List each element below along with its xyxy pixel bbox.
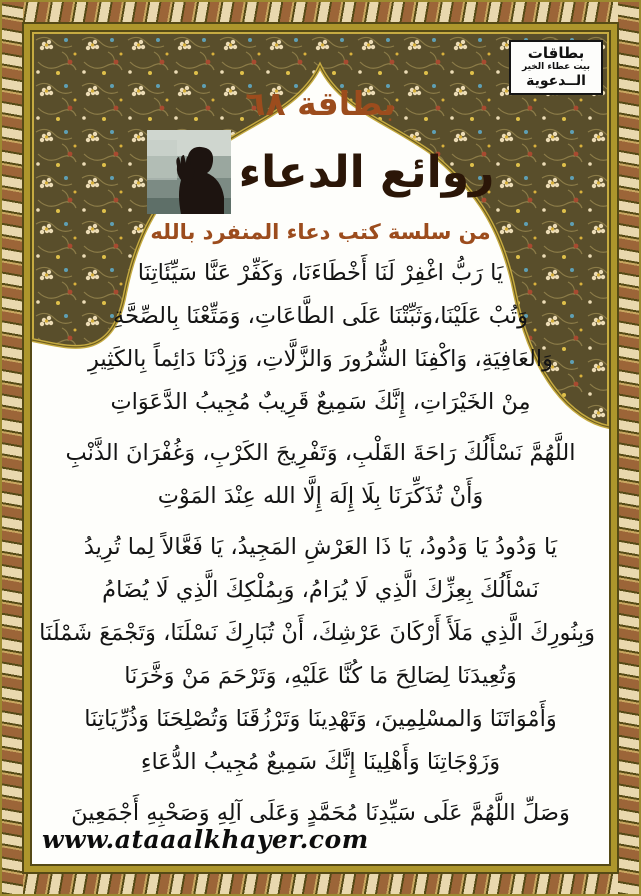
stamp-line-1: بطاقات bbox=[527, 44, 585, 62]
dua-line: نَسْأَلُكَ بِعِزِّكَ الَّذِي لَا يُرَامُ، وَبِمُلْكِكَ الَّذِي لَا يُضَامُ bbox=[102, 577, 539, 603]
braid-border-right bbox=[618, 2, 639, 894]
dua-line: وَتُبْ عَلَيْنَا،وَثَبِّتْنَا عَلَى الطَّاعَاتِ، وَمَتِّعْنَا بِالصِّحَّةِ bbox=[113, 303, 528, 329]
dua-line: يَا رَبُّ اغْفِرْ لَنَا أَخْطَاءَنَا، وَكَفِّرْ عَنَّا سَيِّئَاتِنَا bbox=[137, 260, 504, 286]
title-row bbox=[32, 128, 609, 216]
stamp-line-2: بيت عطاء الخير bbox=[522, 62, 590, 73]
dua-line: وَأَمْوَاتَنَا وَالمسْلِمِينَ، وَتَهْدِينَا وَتَرْزُقَنَا وَتُصْلِحَنَا وَذُرِّيَاتِنَا bbox=[84, 706, 557, 732]
website-url: www.ataaalkhayer.com bbox=[42, 825, 369, 854]
page-title: روائع الدعاء bbox=[238, 146, 495, 198]
salawat-line: وَصَلِّ اللَّهُمَّ عَلَى سَيِّدِنَا مُحَمَّدٍ وَعَلَى آلِهِ وَصَحْبِهِ أَجْمَعِينَ bbox=[71, 800, 570, 826]
braid-border-bottom bbox=[2, 873, 639, 894]
page-frame bbox=[24, 24, 617, 872]
dua-line: وَزَوْجَاتِنَا وَأَهْلِينَا إِنَّكَ سَمِيعٌ مُجِيبُ الدُّعَاءِ bbox=[140, 749, 501, 775]
braid-border-left bbox=[2, 2, 23, 894]
card-number: بطاقة ٦٨ bbox=[245, 84, 396, 123]
dua-line: اللَّهُمَّ نَسْأَلُكَ رَاحَةَ القَلْبِ، وَتَفْرِيجَ الكَرْبِ، وَغُفْرَانَ الذَّنْبِ bbox=[65, 440, 576, 466]
dua-text-block bbox=[39, 244, 595, 843]
stamp-line-3: الــدعوية bbox=[526, 72, 586, 89]
praying-person-image bbox=[147, 130, 231, 214]
dua-line: وَأَنْ تُذَكِّرَنَا بِلَا إِلَهَ إِلَّا الله عِنْدَ المَوْتِ bbox=[157, 483, 484, 509]
series-subtitle: من سلسة كتب دعاء المنفرد بالله bbox=[150, 220, 491, 244]
dua-line: وَالعَافِيَةِ، وَاكْفِنَا الشُّرُورَ وَالزَّلَّاتِ، وَزِدْنَا دَائِماً بِالكَثِيرِ bbox=[88, 346, 553, 372]
dua-line: وَبِنُورِكَ الَّذِي مَلَأَ أَرْكَانَ عَرْشِكَ، أَنْ تُبَارِكَ نَسْلَنَا، وَتَجْمَعَ شَمْلَنَا bbox=[39, 620, 595, 646]
dua-line: مِنْ الخَيْرَاتِ، إِنَّكَ سَمِيعٌ قَرِيبٌ مُجِيبُ الدَّعَوَاتِ bbox=[110, 389, 531, 415]
braid-border-top bbox=[2, 2, 639, 23]
page-content bbox=[32, 32, 609, 864]
dua-line: وَتُعِيدَنَا لِصَالِحَ مَا كُنَّا عَلَيْهِ، وَتَرْحَمَ مَنْ وَخَّرَنَا bbox=[124, 663, 517, 689]
dua-line: يَا وَدُودُ يَا وَدُودُ، يَا ذَا العَرْشِ المَجِيدُ، يَا فَعَّالاً لِما تُرِيدُ bbox=[83, 534, 558, 560]
